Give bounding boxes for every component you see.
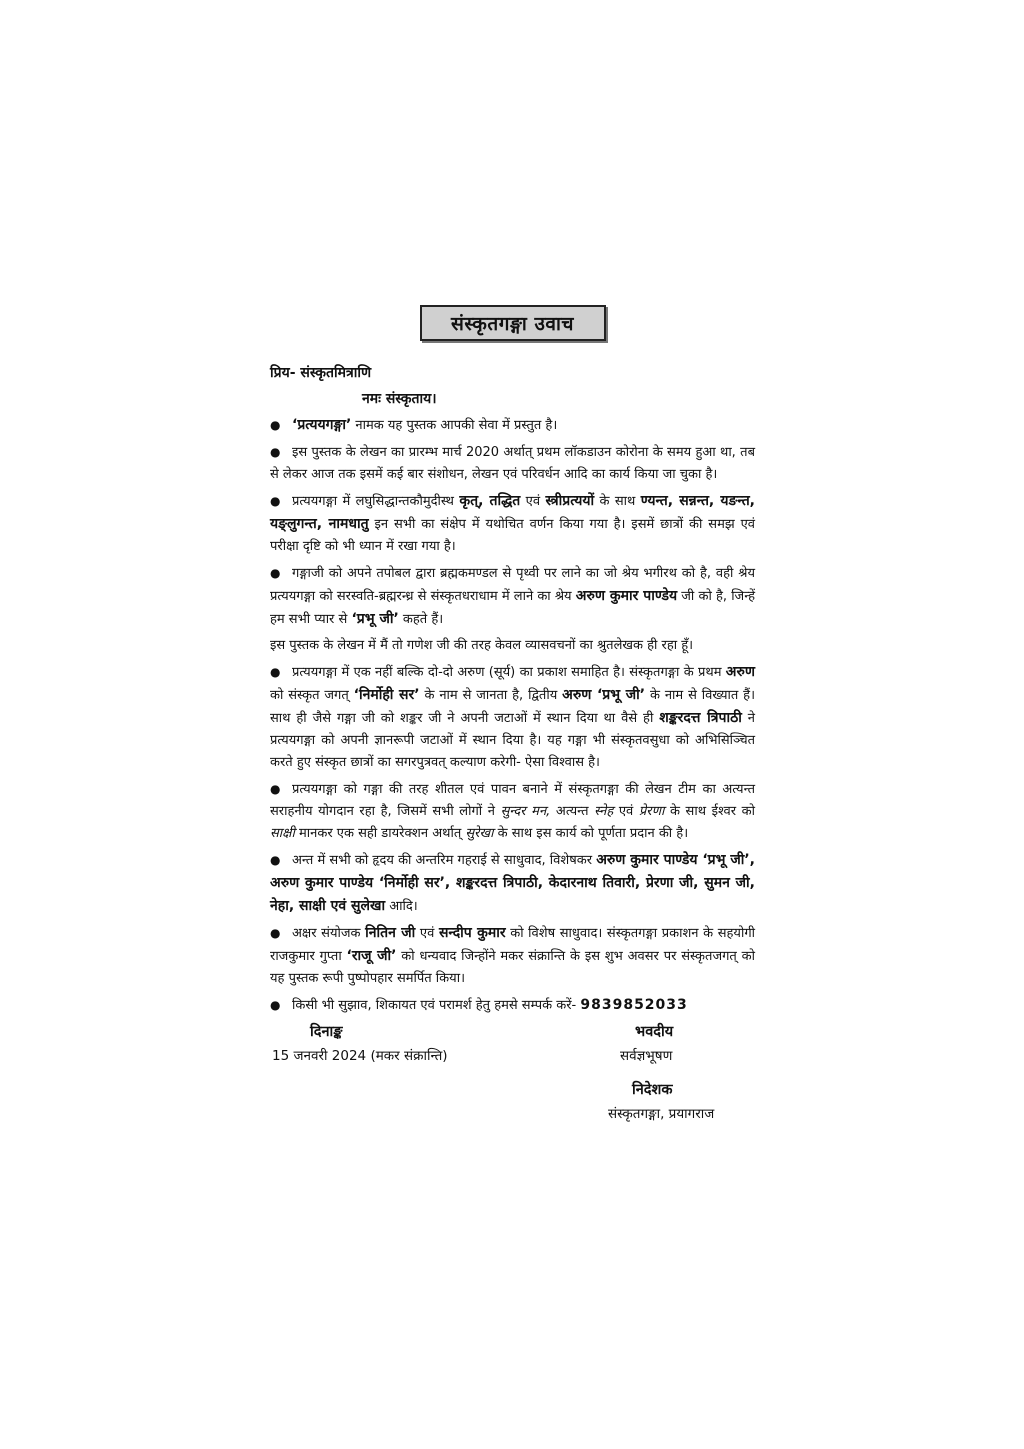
- italic-run: स्नेह: [594, 804, 614, 819]
- greeting: नमः संस्कृताय।: [362, 391, 437, 407]
- paragraph-2: [270, 441, 755, 486]
- italic-run: सुन्दर मन,: [500, 804, 551, 819]
- bullet-icon: ●: [270, 782, 281, 796]
- text-run: एवं: [415, 926, 439, 941]
- text-run: अत्यन्त: [550, 804, 595, 819]
- paragraph-8: [270, 849, 755, 918]
- paragraph-9: [270, 922, 755, 990]
- text-run: ने प्रत्ययगङ्गा को अपनी ज्ञानरूपी जटाओं में स्थान दिया है। यह गङ्गा भी संस्कृतवसुधा को अभिसिञ्चित करते हुए संस्कृत छात्रों का सगरपुत्रवत् कल्याण करेगी- ऐसा विश्वास है।: [270, 711, 755, 770]
- text-run: मानकर एक सही डायरेक्शन अर्थात्: [294, 826, 466, 841]
- paragraph-7: [270, 778, 755, 845]
- text-run: इस पुस्तक के लेखन में मैं तो गणेश जी की तरह केवल व्यासवचनों का श्रुतलेखक ही रहा हूँ।: [270, 638, 694, 653]
- bold-run: अरुण कुमार पाण्डेय ‘प्रभू जी’, अरुण कुमार पाण्डेय ‘निर्मोही सर’, शङ्करदत्त त्रिपाठी, केदारनाथ तिवारी, प्रेरणा जी, सुमन जी, नेहा, साक्षी एवं सुलेखा: [270, 852, 756, 914]
- text-run: आदि।: [385, 899, 418, 914]
- text-run: को संस्कृत जगत्: [270, 688, 354, 703]
- italic-run: प्रेरणा: [638, 804, 665, 819]
- book-title-text: ‘प्रत्ययगङ्गा’: [292, 417, 352, 433]
- text-run: एवं: [520, 494, 546, 509]
- italic-run: साक्षी: [270, 826, 295, 841]
- text-run: गङ्गाजी को अपने तपोबल द्वारा ब्रह्मकमण्डल से पृथ्वी पर लाने का जो श्रेय भगीरथ को है, वही श्रेय प्रत्ययगङ्गा को सरस्वति-ब्रह्मरन्ध्र से संस्कृतधराधाम में लाने का श्रेय: [270, 566, 755, 604]
- text-run: किसी भी सुझाव, शिकायत एवं परामर्श हेतु हमसे सम्पर्क करें-: [292, 998, 581, 1013]
- text-run: प्रत्ययगङ्गा में लघुसिद्धान्तकौमुदीस्थ: [292, 494, 460, 509]
- bold-run: ‘राजू जी’: [346, 948, 397, 964]
- bold-run: कृत्, तद्धित: [459, 493, 521, 509]
- text-run: कहते हैं।: [398, 612, 444, 627]
- bold-run: अरुण कुमार पाण्डेय: [575, 588, 678, 604]
- text-run: के साथ ईश्वर को: [664, 804, 756, 819]
- bold-run: सन्दीप कुमार: [438, 925, 506, 941]
- bullet-icon: ●: [270, 494, 281, 508]
- text-run: के नाम से विख्यात हैं। साथ ही जैसे गङ्गा जी को शङ्कर जी ने अपनी जटाओं में स्थान दिया था वैसे ही: [270, 688, 755, 726]
- organization: संस्कृतगङ्गा, प्रयागराज: [608, 1106, 715, 1122]
- text-run: इन सभी का संक्षेप में यथोचित वर्णन किया गया है। इसमें छात्रों की समझ एवं परीक्षा दृष्टि को भी ध्यान में रखा गया है।: [270, 517, 755, 554]
- bold-run: ण्यन्त, सन्नन्त, यङन्त, यङ्लुगन्त, नामधातु: [270, 493, 755, 532]
- phone-number: 9839852033: [580, 997, 688, 1013]
- date-value: 15 जनवरी 2024 (मकर संक्रान्ति): [272, 1048, 448, 1064]
- bullet-icon: ●: [270, 998, 281, 1012]
- author-name: सर्वज्ञभूषण: [620, 1048, 673, 1064]
- paragraph-6: [270, 661, 755, 774]
- bold-run: अरुण ‘प्रभू जी’: [562, 687, 646, 703]
- bold-run: स्त्रीप्रत्ययों: [545, 493, 595, 509]
- bullet-icon: ●: [270, 853, 281, 867]
- bold-run: शङ्करदत्त त्रिपाठी: [659, 710, 742, 726]
- bullet-icon: ●: [270, 418, 281, 432]
- text-run: के नाम से जानता है, द्वितीय: [419, 688, 563, 703]
- bullet-icon: ●: [270, 665, 281, 679]
- date-label: दिनाङ्क: [310, 1024, 343, 1040]
- bullet-icon: ●: [270, 445, 281, 459]
- text-run: नामक यह पुस्तक आपकी सेवा में प्रस्तुत है।: [351, 418, 558, 433]
- paragraph-10: [270, 994, 755, 1017]
- paragraph-1: [270, 414, 755, 437]
- text-run: के साथ इस कार्य को पूर्णता प्रदान की है।: [493, 826, 689, 841]
- text-run: एवं: [613, 804, 639, 819]
- paragraph-3: [270, 490, 755, 558]
- paragraph-5: [270, 635, 755, 657]
- text-run: प्रत्ययगङ्गा में एक नहीं बल्कि दो-दो अरुण (सूर्य) का प्रकाश समाहित है। संस्कृतगङ्गा के प्रथम: [292, 665, 726, 680]
- bullet-icon: ●: [270, 926, 281, 940]
- italic-run: सुरेखा: [465, 826, 494, 841]
- text-run: को विशेष साधुवाद। संस्कृतगङ्गा प्रकाशन के सहयोगी राजकुमार गुप्ता: [270, 926, 756, 964]
- signature-block: [270, 1021, 755, 1131]
- text-run: इस पुस्तक के लेखन का प्रारम्भ मार्च 2020 अर्थात् प्रथम लॉकडाउन कोरोना के समय हुआ था, तब से लेकर आज तक इसमें कई बार संशोधन, लेखन एवं परिवर्धन आदि का कार्य किया जा चुका है।: [270, 445, 755, 482]
- text-run: के साथ: [594, 494, 641, 509]
- text-run: को धन्यवाद जिन्होंने मकर संक्रान्ति के इस शुभ अवसर पर संस्कृतजगत् को यह पुस्तक रूपी पुष्पोपहार समर्पित किया।: [270, 949, 755, 986]
- salutation: प्रिय- संस्कृतमित्राणि: [270, 365, 372, 381]
- text-run: जी को है, जिन्हें हम सभी प्यार से: [270, 589, 755, 627]
- text-run: प्रत्ययगङ्गा को गङ्गा की तरह शीतल एवं पावन बनाने में संस्कृतगङ्गा की लेखन टीम का अत्यन्त सराहनीय योगदान रहा है, जिसमें सभी लोगों ने: [270, 782, 755, 819]
- bullet-icon: ●: [270, 566, 281, 580]
- paragraph-4: [270, 562, 755, 631]
- text-run: अन्त में सभी को हृदय की अन्तरिम गहराई से साधुवाद, विशेषकर: [292, 853, 597, 868]
- bold-run: ‘निर्मोही सर’: [353, 687, 420, 703]
- closing: भवदीय: [635, 1024, 674, 1040]
- bold-run: ‘प्रभू जी’: [351, 611, 399, 627]
- bold-run: नितिन जी: [365, 925, 416, 941]
- preface-page: [270, 305, 755, 1131]
- designation: निदेशक: [632, 1082, 673, 1098]
- text-run: अक्षर संयोजक: [292, 926, 366, 941]
- page-title: संस्कृतगङ्गा उवाच: [420, 305, 606, 341]
- bold-run: अरुण: [725, 664, 755, 680]
